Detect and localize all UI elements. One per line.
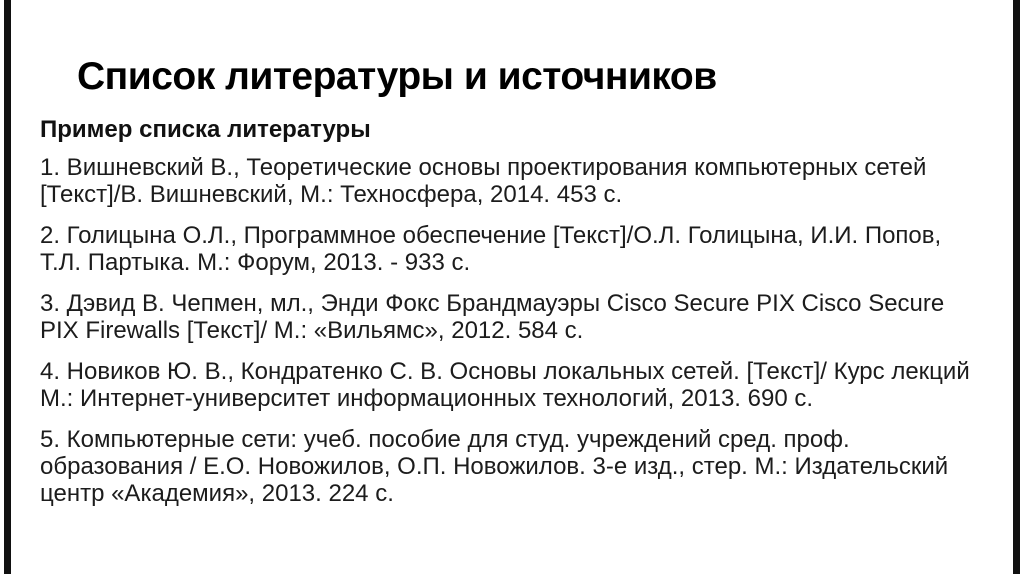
right-edge-bar — [1013, 0, 1020, 574]
left-edge-bar — [4, 0, 11, 574]
reference-item-4: 4. Новиков Ю. В., Кондратенко С. В. Основы локальных сетей. [Текст]/ Курс лекций М.: Интернет-университет информационных технологий, 2013. 690 с. — [40, 358, 970, 412]
reference-item-2: 2. Голицына О.Л., Программное обеспечение [Текст]/О.Л. Голицына, И.И. Попов, Т.Л. Партыка. М.: Форум, 2013. - 933 с. — [40, 222, 942, 276]
reference-item-5: 5. Компьютерные сети: учеб. пособие для студ. учреждений сред. проф. образования / Е.О. Новожилов, О.П. Новожилов. 3-е изд., стер. М.: Издательский центр «Академия», 2013. 224 с. — [40, 426, 949, 507]
slide-title: Список литературы и источников — [77, 55, 717, 98]
reference-item-3: 3. Дэвид В. Чепмен, мл., Энди Фокс Брандмауэры Cisco Secure PIX Cisco Secure PIX Firewalls [Текст]/ М.: «Вильямс», 2012. 584 с. — [40, 290, 945, 344]
reference-item-1: 1. Вишневский В., Теоретические основы проектирования компьютерных сетей [Текст]/В. Вишневский, М.: Техносфера, 2014. 453 с. — [40, 154, 927, 208]
reference-list — [40, 154, 986, 521]
bibliography-subtitle: Пример списка литературы — [40, 116, 371, 143]
